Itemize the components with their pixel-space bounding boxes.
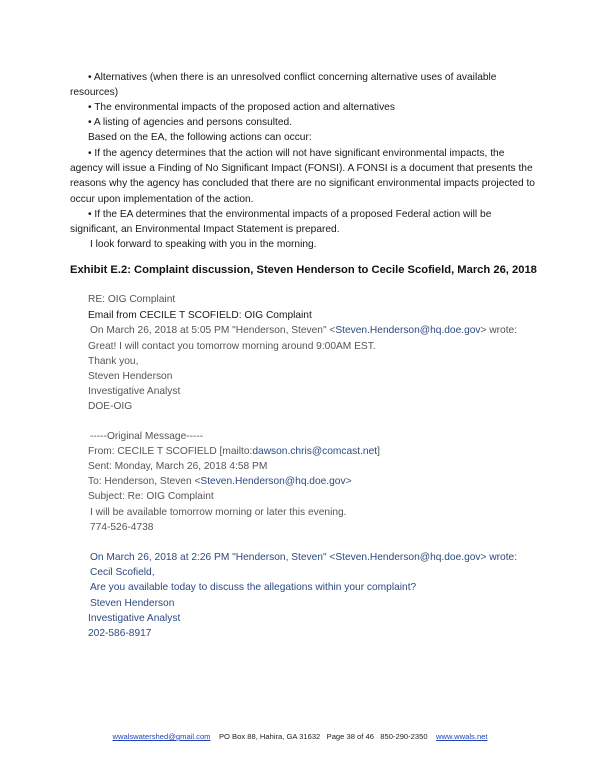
signature-title: Investigative Analyst [88,386,181,397]
reply2-question: Are you available today to discuss the allegations within your complaint? [90,582,417,593]
original-message-marker: -----Original Message----- [90,431,204,442]
bullet-fonsi: • If the agency determines that the action will not have significant environmental impacts, the agency will issue a Finding of No Significant Impact (FONSI). A FONSI is a document that presents the reasons why the agency has concluded that there are no significant environmental impacts projected to occur upon implementation of the action. [70,148,535,205]
original-subject-line: Subject: Re: OIG Complaint [88,491,214,502]
footer-page-number: Page 38 of 46 [326,732,374,741]
availability-line: I will be available tomorrow morning or later this evening. [90,507,347,518]
footer-website-link[interactable]: www.wwals.net [436,732,488,741]
reply1-header: On March 26, 2018 at 5:05 PM "Henderson, Steven" <Steven.Henderson@hq.doe.gov> wrote: [90,325,518,336]
reply2-header: On March 26, 2018 at 2:26 PM "Henderson, Steven" <Steven.Henderson@hq.doe.gov> wrote: [90,552,518,563]
reply2-phone: 202-586-8917 [88,628,152,639]
original-from-line: From: CECILE T SCOFIELD [mailto:dawson.chris@comcast.net] [88,446,380,457]
phone-number-1: 774-526-4738 [90,522,154,533]
to-email-link[interactable]: Steven.Henderson@hq.doe.gov [200,476,346,487]
original-sent-line: Sent: Monday, March 26, 2018 4:58 PM [88,461,268,472]
footer-email-link[interactable]: wwalswatershed@gmail.com [112,732,211,741]
reply2-signature-name: Steven Henderson [90,598,175,609]
closing-sentence: I look forward to speaking with you in the morning. [90,239,317,250]
reply1-body: Great! I will contact you tomorrow morning around 9:00AM EST. [88,341,376,352]
from-email-link[interactable]: dawson.chris@comcast.net [252,446,378,457]
reply2-signature-title: Investigative Analyst [88,613,181,624]
original-to-line: To: Henderson, Steven <Steven.Henderson@hq.doe.gov> [88,476,352,487]
signature-org: DOE-OIG [88,401,133,412]
bullet-eis: • If the EA determines that the environmental impacts of a proposed Federal action will be significant, an Environmental Impact Statement is prepared. [70,209,492,236]
bullet-alternatives: • Alternatives (when there is an unresolved conflict concerning alternative uses of available resources) [70,72,497,99]
exhibit-heading: Exhibit E.2: Complaint discussion, Steven Henderson to Cecile Scofield, March 26, 2018 [70,264,537,276]
bullet-listing-agencies: • A listing of agencies and persons consulted. [88,117,293,128]
reply1-email-link[interactable]: Steven.Henderson@hq.doe.gov [335,325,481,336]
reply1-thanks: Thank you, [88,356,139,367]
reply2-greeting: Cecil Scofield, [90,567,155,578]
bullet-environmental-impacts: • The environmental impacts of the proposed action and alternatives [88,102,395,113]
footer-phone: 850-290-2350 [380,732,428,741]
page-footer [0,732,600,741]
email-from-line: Email from CECILE T SCOFIELD: OIG Complaint [88,310,312,321]
ea-actions-intro: Based on the EA, the following actions can occur: [88,132,312,143]
email-subject-line: RE: OIG Complaint [88,294,176,305]
signature-name: Steven Henderson [88,371,173,382]
footer-address: PO Box 88, Hahira, GA 31632 [218,732,321,741]
